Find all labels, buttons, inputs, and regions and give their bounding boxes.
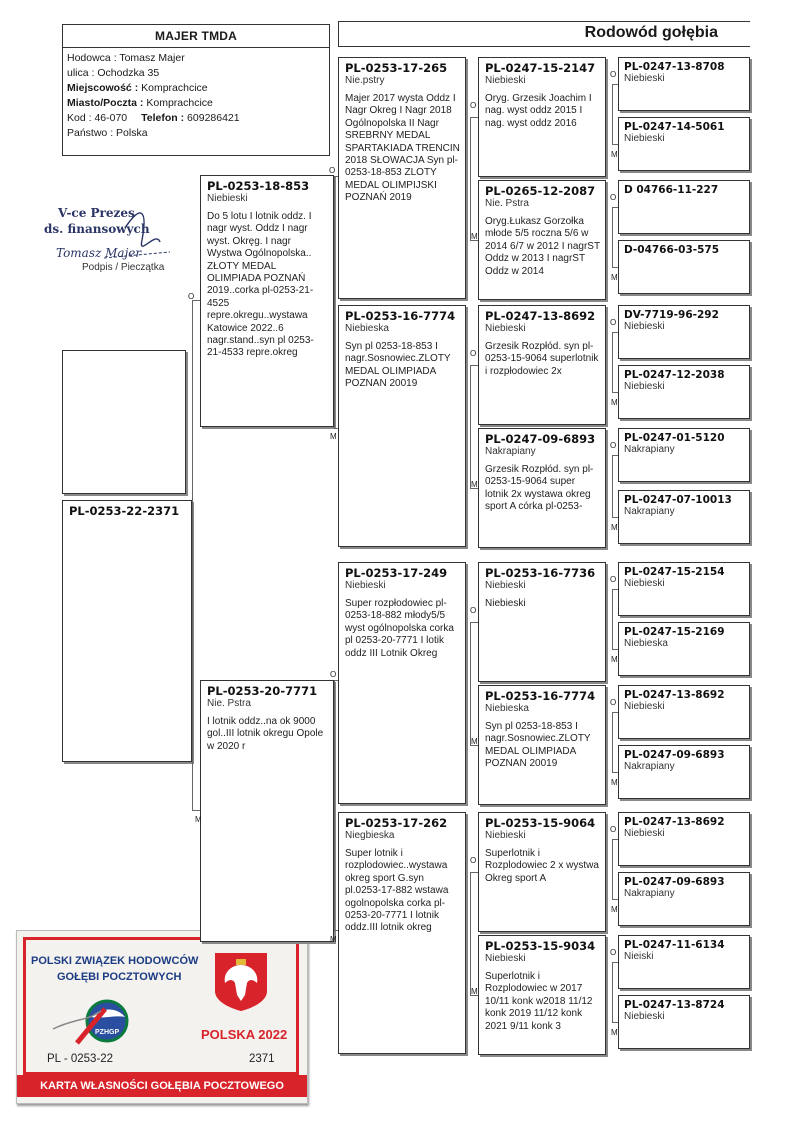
cock-mark: M [330,432,337,441]
connector-line [470,872,471,995]
great-grandparent-box-color: Niebieska [485,703,529,714]
ggg-parent-box-ring: PL-0247-13-8692 [624,816,725,828]
ggg-parent-box-ring: PL-0247-07-10013 [624,494,732,506]
stamp-line-2: ds. finansowych [44,222,150,236]
breeder-row [67,126,329,141]
great-grandparent-box-desc: Oryg.Łukasz Gorzołka młode 5/5 roczna 5/6 w 2014 6/7 w 2012 I nagrST Oddz w 2013 I nagrST Oddz w 2014 [485,216,600,277]
great-grandparent-box [478,305,606,425]
great-grandparent-box-color: Nie. Pstra [485,198,529,209]
connector-line [334,680,335,930]
breeder-value: Tomasz Majer [116,52,185,64]
connector-line [470,117,478,118]
great-grandparent-box-ring: PL-0253-16-7736 [485,566,596,580]
ggg-parent-box-color: Niebieski [624,1011,665,1022]
ggg-parent-box-ring: PL-0247-13-8708 [624,61,725,73]
ggg-parent-box [618,745,750,799]
cock-mark: M [611,778,618,787]
ggg-parent-box-color: Niebieski [624,321,665,332]
ggg-parent-box [618,428,750,482]
dam-box [200,680,334,942]
great-grandparent-box [478,428,606,548]
grandparent-box-desc: Syn pl 0253-18-853 I nagr.Sosnowiec.ZLOTY MEDAL OLIMPIADA POZNAN 20019 [345,341,451,390]
ggg-parent-box [618,622,750,676]
dam-box-desc: I lotnik oddz..na ok 9000 gol..III lotnik okregu Opole w 2020 r [207,716,324,752]
connector-line [192,300,193,810]
hen-mark: O [188,292,195,301]
hen-mark: O [610,575,617,584]
hen-mark: O [470,101,477,110]
breeder-label: Kod : [67,112,92,124]
great-grandparent-box-ring: PL-0247-09-6893 [485,432,596,446]
great-grandparent-box-ring: PL-0265-12-2087 [485,184,596,198]
connector-line [612,649,618,650]
cock-mark: M [330,935,337,944]
signature-stamp [30,200,200,280]
card-ring-number: 2371 [249,1053,275,1065]
ggg-parent-box [618,240,750,294]
ggg-parent-box-ring: PL-0247-14-5061 [624,121,725,133]
ggg-parent-box-color: Niebieski [624,828,665,839]
great-grandparent-box-desc: Grzesik Rozpłód. syn pl-0253-15-9064 super lotnik 2x wystawa okreg sport A córka pl-0253- [485,464,594,513]
breeder-title: MAJER TMDA [155,29,237,43]
breeder-value: Ochodzka 35 [94,67,160,79]
connector-line [612,899,618,900]
card-ring-prefix: PL - 0253-22 [47,1053,114,1065]
cock-mark: M [471,232,478,241]
cock-mark: M [611,655,618,664]
cock-mark: M [471,480,478,489]
dam-box-ring: PL-0253-20-7771 [207,684,318,698]
pzhgp-logo-icon [47,989,137,1051]
grandparent-box-color: Nie.pstry [345,75,385,86]
grandparent-box-ring: PL-0253-16-7774 [345,309,456,323]
card-footer-text: KARTA WŁASNOŚCI GOŁĘBIA POCZTOWEGO [40,1080,284,1092]
page-title-box [338,21,750,47]
grandparent-box-desc: Majer 2017 wysta Oddz I Nagr Okreg I Nagr 2018 Ogólnopolska II Nagr SREBRNY MEDAL SPARTAKIADA TRENCIN 2018 SŁOWACJA Syn pl-0253-18-853 ZLOTY MEDAL OLIMPIJSKI POZNAŃ 2019 [345,93,460,204]
connector-line [612,332,613,392]
ggg-parent-box-ring: PL-0247-12-2038 [624,369,725,381]
grandparent-box-ring: PL-0253-17-262 [345,816,448,830]
great-grandparent-box-color: Niebieski [485,75,526,86]
photo-placeholder [62,350,186,494]
breeder-row [67,51,329,66]
ggg-parent-box [618,562,750,616]
grandparent-box [338,305,466,547]
great-grandparent-box-desc: Grzesik Rozpłód. syn pl-0253-15-9064 superlotnik i rozpłodowiec 2x [485,341,599,377]
hen-mark: O [610,193,617,202]
ggg-parent-box-ring: PL-0247-09-6893 [624,876,725,888]
connector-line [470,117,471,240]
connector-line [612,84,613,144]
sire-box-desc: Do 5 lotu I lotnik oddz. I nagr wyst. Oddz I nagr wyst. Okręg. I nagr Wystwa Ogólnopolska.. ZŁOTY MEDAL OLIMPIADA POZNAŃ 2019..corka pl-0253-21-4525 repre.okregu..wystawa Katowice 2022..6 nagr.stand..syn pl 0253-21-4533 repre.okreg [207,211,314,359]
subject-pigeon-box [62,500,192,762]
grandparent-box-ring: PL-0253-17-265 [345,61,448,75]
connector-line [334,428,338,429]
connector-line [612,267,618,268]
signature-name: Tomasz Majer [56,246,142,260]
hen-mark: O [470,606,477,615]
connector-line [612,455,613,517]
great-grandparent-box-color: Niebieski [485,830,526,841]
connector-line [612,144,618,145]
grandparent-box-ring: PL-0253-17-249 [345,566,448,580]
ggg-parent-box-color: Nakrapiany [624,444,675,455]
great-grandparent-box-ring: PL-0253-15-9064 [485,816,596,830]
great-grandparent-box [478,562,606,682]
hen-mark: O [330,670,337,679]
cock-mark: M [611,273,618,282]
grandparent-box [338,812,466,1054]
breeder-label: ulica : [67,67,95,79]
page-title: Rodowód gołębia [584,24,718,41]
ggg-parent-box-ring: PL-0247-01-5120 [624,432,725,444]
stamp-line-1: V-ce Prezes [58,206,135,220]
ggg-parent-box [618,490,750,544]
ggg-parent-box [618,872,750,926]
great-grandparent-box-desc: Niebieski [485,598,526,609]
breeder-value: Komprachcice [138,82,208,94]
cock-mark: M [195,815,202,824]
great-grandparent-box-desc: Syn pl 0253-18-853 I nagr.Sosnowiec.ZLOTY MEDAL OLIMPIADA POZNAN 20019 [485,721,591,770]
connector-line [470,622,471,745]
great-grandparent-box [478,57,606,177]
hen-mark: O [610,698,617,707]
cock-mark: M [471,987,478,996]
sire-box-color: Niebieski [207,193,248,204]
breeder-label: Telefon : [141,112,185,124]
hen-mark: O [610,948,617,957]
cock-mark: M [611,1028,618,1037]
breeder-row [67,81,329,96]
breeder-value: Polska [113,127,148,139]
ggg-parent-box-ring: PL-0247-13-8724 [624,999,725,1011]
great-grandparent-box-color: Niebieski [485,580,526,591]
breeder-label: Hodowca : [67,52,117,64]
ggg-parent-box-color: Nakrapiany [624,506,675,517]
ggg-parent-box-ring: PL-0247-15-2169 [624,626,725,638]
grandparent-box-color: Niebieska [345,323,389,334]
hen-mark: O [610,318,617,327]
great-grandparent-box-ring: PL-0253-15-9034 [485,939,596,953]
great-grandparent-box-color: Niebieski [485,953,526,964]
grandparent-box [338,57,466,299]
breeder-row [67,111,329,126]
ggg-parent-box [618,180,750,234]
great-grandparent-box-desc: Superlotnik i Rozplodowiec w 2017 10/11 konk w2018 11/12 konk 2019 11/12 konk 2021 9/11 konk 3 [485,971,593,1032]
breeder-label: Miejscowość : [67,82,139,94]
breeder-value: Komprachcice [143,97,213,109]
great-grandparent-box-ring: PL-0247-15-2147 [485,61,596,75]
ggg-parent-box [618,365,750,419]
cock-mark: M [471,737,478,746]
card-footer-bar [17,1075,307,1097]
sire-box [200,175,334,427]
breeder-row [67,96,329,111]
ggg-parent-box [618,935,750,989]
polish-eagle-icon [213,951,269,1013]
hen-mark: O [610,825,617,834]
ggg-parent-box [618,117,750,171]
ggg-parent-box-ring: D-04766-03-575 [624,244,720,256]
ownership-card [16,930,308,1104]
card-country-year: POLSKA 2022 [201,1027,288,1042]
ggg-parent-box [618,305,750,359]
ggg-parent-box-color: Niebieski [624,73,665,84]
signature-caption: Podpis / Pieczątka [82,262,165,273]
grandparent-box-color: Niegbieska [345,830,395,841]
connector-line [470,622,478,623]
connector-line [334,930,338,931]
ggg-parent-box-ring: PL-0247-11-6134 [624,939,725,951]
ggg-parent-box-ring: PL-0247-15-2154 [624,566,725,578]
connector-line [612,589,613,649]
card-org-line1: POLSKI ZWIĄZEK HODOWCÓW [31,955,199,967]
ggg-parent-box-color: Nakrapiany [624,888,675,899]
ggg-parent-box-color: Niebieski [624,381,665,392]
great-grandparent-box [478,812,606,932]
hen-mark: O [610,441,617,450]
ggg-parent-box [618,685,750,739]
ggg-parent-box-color: Niebieski [624,578,665,589]
ggg-parent-box [618,57,750,111]
connector-line [612,962,613,1022]
cock-mark: M [611,398,618,407]
connector-line [612,772,618,773]
connector-line [470,365,478,366]
great-grandparent-box [478,685,606,805]
ggg-parent-box-ring: DV-7719-96-292 [624,309,719,321]
connector-line [470,872,478,873]
connector-line [334,176,335,428]
card-logo-text: PZHGP [95,1029,120,1036]
ggg-parent-box-color: Nieiski [624,951,654,962]
breeder-value: 46-070 [91,112,128,124]
grandparent-box [338,562,466,804]
hen-mark: O [610,70,617,79]
grandparent-box-desc: Super rozpłodowiec pl-0253-18-882 młody5/5 wyst ogólnopolska corka pl 0253-20-7771 I lotik oddz III Lotnik Okreg [345,598,454,659]
dam-box-color: Nie. Pstra [207,698,251,709]
breeder-details [63,48,329,141]
ggg-parent-box-color: Niebieski [624,701,665,712]
great-grandparent-box-ring: PL-0253-16-7774 [485,689,596,703]
great-grandparent-box-color: Nakrapiany [485,446,536,457]
great-grandparent-box [478,935,606,1055]
great-grandparent-box-ring: PL-0247-13-8692 [485,309,596,323]
great-grandparent-box-desc: Superlotnik i Rozplodowiec 2 x wystwa Okreg sport A [485,848,599,884]
breeder-info-box [62,24,330,156]
grandparent-box-color: Niebieski [345,580,386,591]
great-grandparent-box-desc: Oryg. Grzesik Joachim I nag. wyst oddz 2015 I nag. wyst oddz 2016 [485,93,592,129]
hen-mark: O [470,349,477,358]
connector-line [612,207,613,267]
hen-mark: O [470,856,477,865]
cock-mark: M [611,905,618,914]
ggg-parent-box-ring: D 04766-11-227 [624,184,719,196]
grandparent-box-desc: Super lotnik i rozplodowiec..wystawa okreg sport G.syn pl.0253-17-882 wstawa ogolnopolska corka pl-0253-20-7771 I lotnik oddz.III lotnik okreg [345,848,449,934]
subject-ring: PL-0253-22-2371 [69,504,180,518]
ggg-parent-box-ring: PL-0247-09-6893 [624,749,725,761]
hen-mark: O [329,166,336,175]
ggg-parent-box-color: Niebieski [624,133,665,144]
cock-mark: M [611,523,618,532]
connector-line [612,839,613,899]
great-grandparent-box [478,180,606,300]
connector-line [612,392,618,393]
breeder-label: Miasto/Poczta : [67,97,144,109]
connector-line [470,365,471,488]
ggg-parent-box-color: Nakrapiany [624,761,675,772]
breeder-row [67,66,329,81]
card-org-line2: GOŁĘBI POCZTOWYCH [57,971,182,983]
sire-box-ring: PL-0253-18-853 [207,179,310,193]
ggg-parent-box [618,812,750,866]
great-grandparent-box-color: Niebieski [485,323,526,334]
cock-mark: M [611,150,618,159]
connector-line [612,517,618,518]
connector-line [612,712,613,772]
ggg-parent-box-ring: PL-0247-13-8692 [624,689,725,701]
breeder-value: 609286421 [184,112,240,124]
connector-line [192,810,200,811]
connector-line [612,1022,618,1023]
breeder-label: Państwo : [67,127,114,139]
ggg-parent-box [618,995,750,1049]
ggg-parent-box-color: Niebieska [624,638,668,649]
